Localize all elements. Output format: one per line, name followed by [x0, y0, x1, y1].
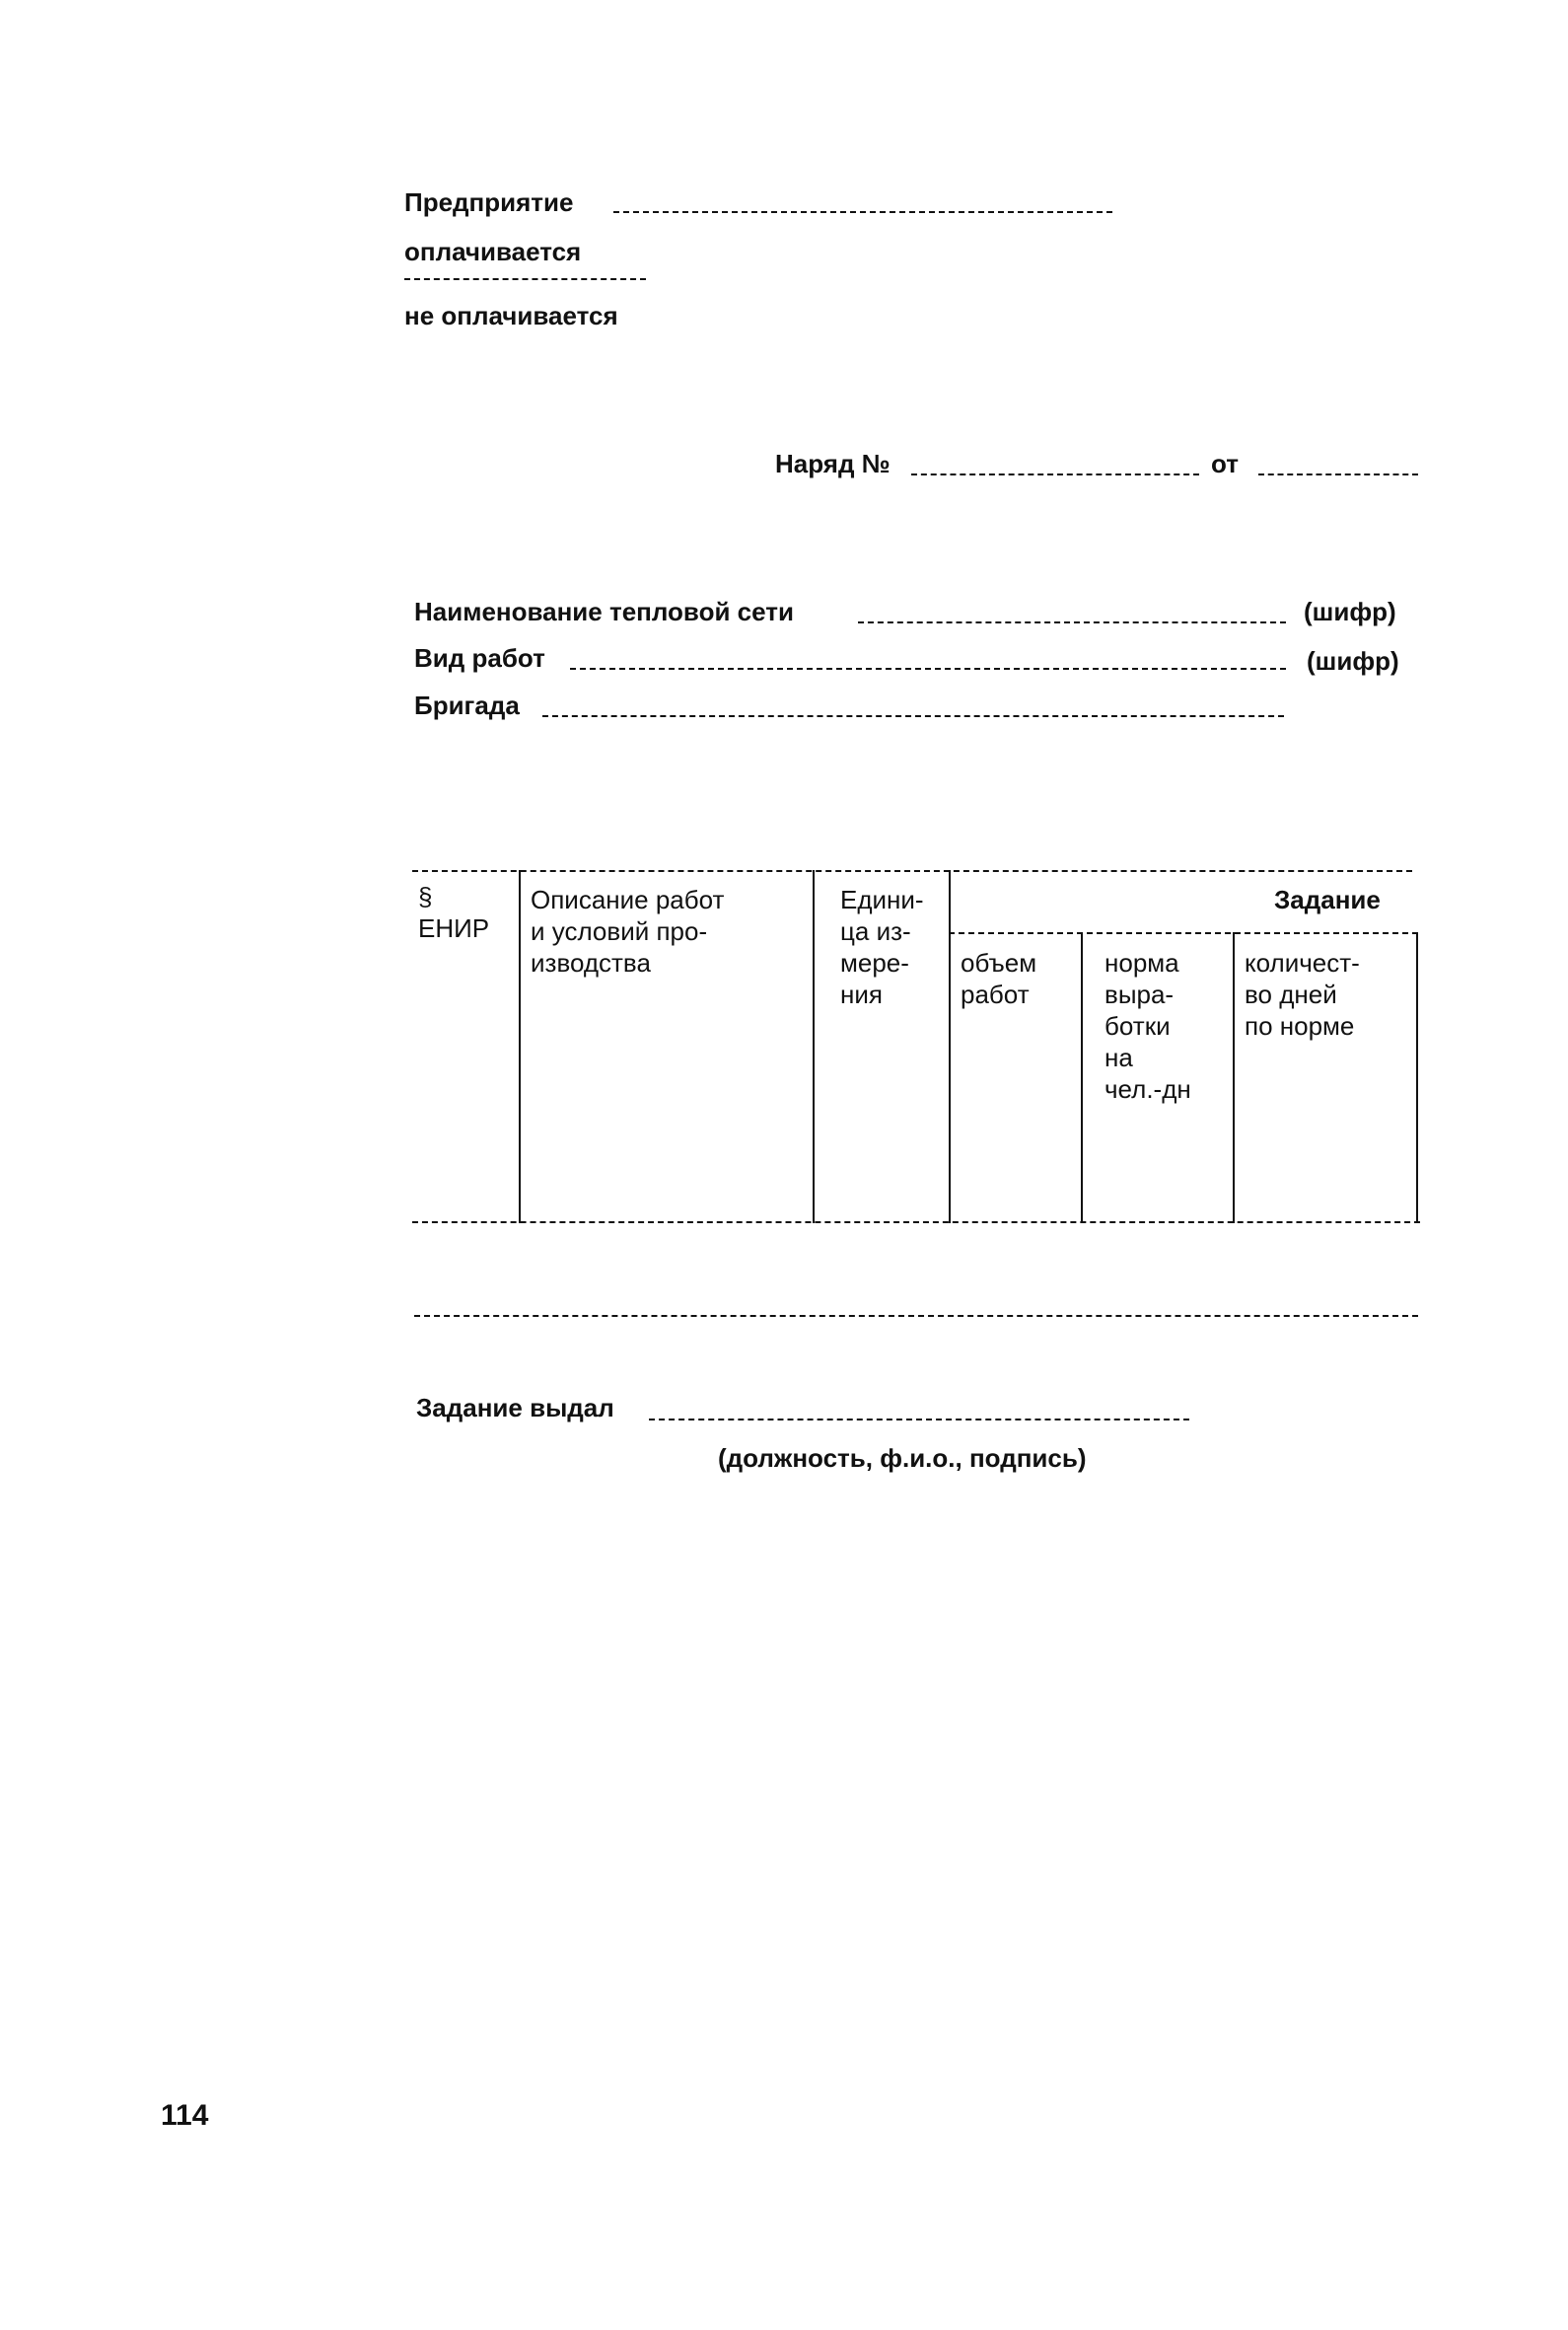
issued-by-hint: (должность, ф.и.о., подпись): [718, 1443, 1087, 1473]
order-number-label: Наряд №: [775, 449, 891, 478]
page-number: 114: [161, 2099, 209, 2132]
work-type-field[interactable]: [570, 668, 1286, 670]
order-date-field[interactable]: [1258, 473, 1418, 475]
header-work-volume: объем работ: [961, 948, 1037, 1009]
header-unit: Едини- ца из- мере- ния: [840, 885, 924, 1009]
work-type-code-label: (шифр): [1307, 646, 1399, 676]
issued-by-field[interactable]: [649, 1419, 1189, 1420]
network-code-label: (шифр): [1304, 597, 1396, 626]
header-output-norm: норма выра- ботки на чел.-дн: [1105, 948, 1191, 1104]
table-vline-3: [949, 870, 951, 1223]
table-vline-5: [1233, 932, 1235, 1223]
network-name-label: Наименование тепловой сети: [414, 597, 794, 626]
unpaid-label: не оплачивается: [404, 301, 618, 330]
work-type-label: Вид работ: [414, 643, 545, 673]
issued-by-label: Задание выдал: [416, 1393, 614, 1422]
order-number-field[interactable]: [911, 473, 1199, 475]
enterprise-label: Предприятие: [404, 187, 574, 217]
header-section-enir: § ЕНИР: [418, 882, 490, 943]
table-vline-2: [813, 870, 815, 1223]
table-top-border: [412, 870, 1412, 872]
header-days-by-norm: количест- во дней по норме: [1245, 948, 1360, 1041]
order-date-label: от: [1211, 449, 1239, 478]
header-work-description: Описание работ и условий про- изводства: [531, 885, 725, 978]
brigade-field[interactable]: [542, 715, 1284, 717]
network-name-field[interactable]: [858, 621, 1286, 623]
table-group-divider: [949, 932, 1418, 934]
table-bottom-border: [412, 1221, 1420, 1223]
section-separator: [414, 1315, 1418, 1317]
header-task-group: Задание: [1274, 885, 1381, 914]
table-vline-4: [1081, 932, 1083, 1223]
table-vline-6: [1416, 932, 1418, 1223]
paid-divider: [404, 278, 646, 280]
brigade-label: Бригада: [414, 691, 520, 720]
table-vline-1: [519, 870, 521, 1223]
paid-label: оплачивается: [404, 237, 582, 266]
enterprise-field-line[interactable]: [613, 211, 1112, 213]
